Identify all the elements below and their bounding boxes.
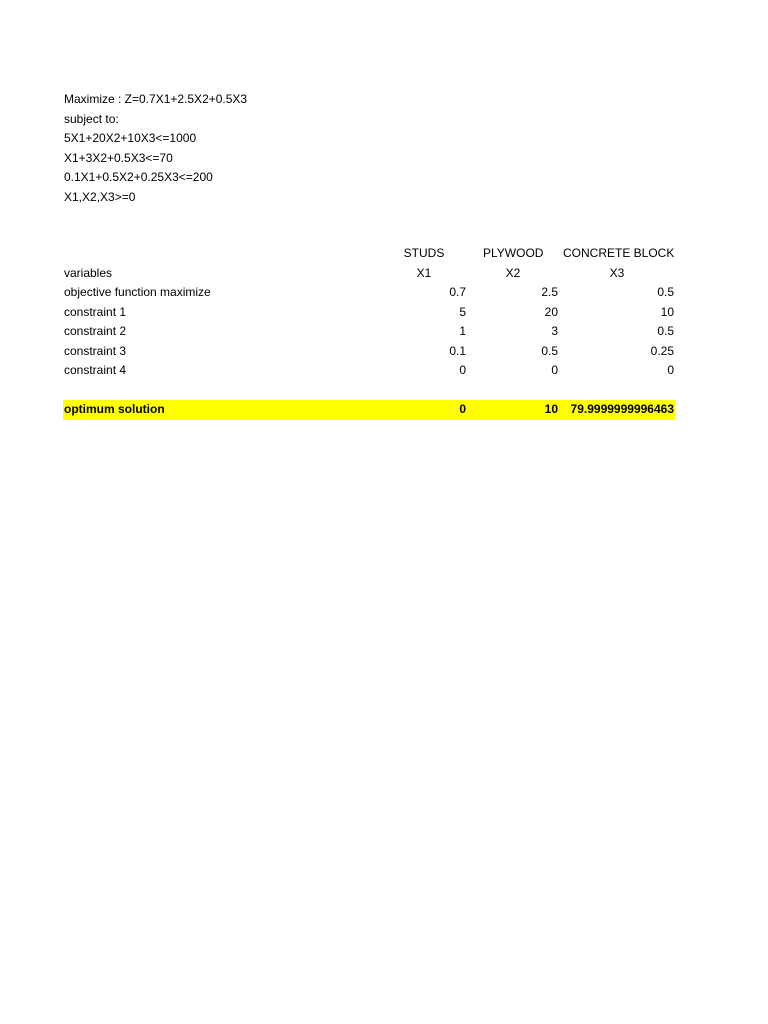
nonnegativity-line: X1,X2,X3>=0 [64,189,136,204]
subject-to-line: subject to: [64,111,119,126]
cell-x3: 0.5 [657,285,674,299]
blank-row [63,381,675,401]
row-label: objective function maximize [64,285,211,299]
cell-x2: 0 [551,363,558,377]
table-row-constraint-1 [63,303,675,323]
solution-x3: 79.9999999996463 [570,402,674,416]
solution-x2: 10 [544,402,558,416]
objective-line: Maximize : Z=0.7X1+2.5X2+0.5X3 [64,92,248,106]
cell-x2: 2.5 [541,285,558,299]
cell-x2: 0.5 [541,343,558,358]
constraint-line-1: 5X1+20X2+10X3<=1000 [64,131,197,145]
row-label: constraint 3 [64,343,127,358]
table-row-constraint-3 [63,342,675,362]
cell-x2: 3 [551,324,558,338]
table-row-objective [63,283,675,303]
cell-x1: 0.7 [449,285,466,299]
header-concrete-block: CONCRETE BLOCK [563,246,675,260]
constraint-line-2: X1+3X2+0.5X3<=70 [64,150,173,165]
cell-x3: 0 [667,363,674,377]
row-label: optimum solution [64,402,165,416]
cell-x3: 0.5 [657,324,674,338]
header-row [63,244,675,264]
problem-statement [64,90,247,207]
row-label: constraint 1 [64,304,127,319]
cell-x1: 0 [459,363,466,377]
cell-x2: 20 [544,304,558,319]
row-label: constraint 2 [64,324,127,338]
variable-x1: X1 [416,265,432,280]
solution-x1: 0 [459,402,466,416]
lp-table [63,244,675,420]
header-studs: STUDS [403,246,445,260]
constraint-line-3: 0.1X1+0.5X2+0.25X3<=200 [64,170,213,184]
variables-row [63,264,675,284]
cell-x1: 5 [459,304,466,319]
table-row-constraint-4 [63,361,675,381]
optimum-solution-row [63,400,675,420]
cell-x1: 1 [459,324,466,338]
cell-x3: 0.25 [650,343,674,358]
variable-x2: X2 [505,265,521,280]
cell-x3: 10 [660,304,674,319]
row-label: constraint 4 [64,363,127,377]
table-row-constraint-2 [63,322,675,342]
header-plywood: PLYWOOD [483,246,544,260]
cell-x1: 0.1 [449,343,466,358]
row-label: variables [64,265,113,280]
variable-x3: X3 [609,265,625,280]
